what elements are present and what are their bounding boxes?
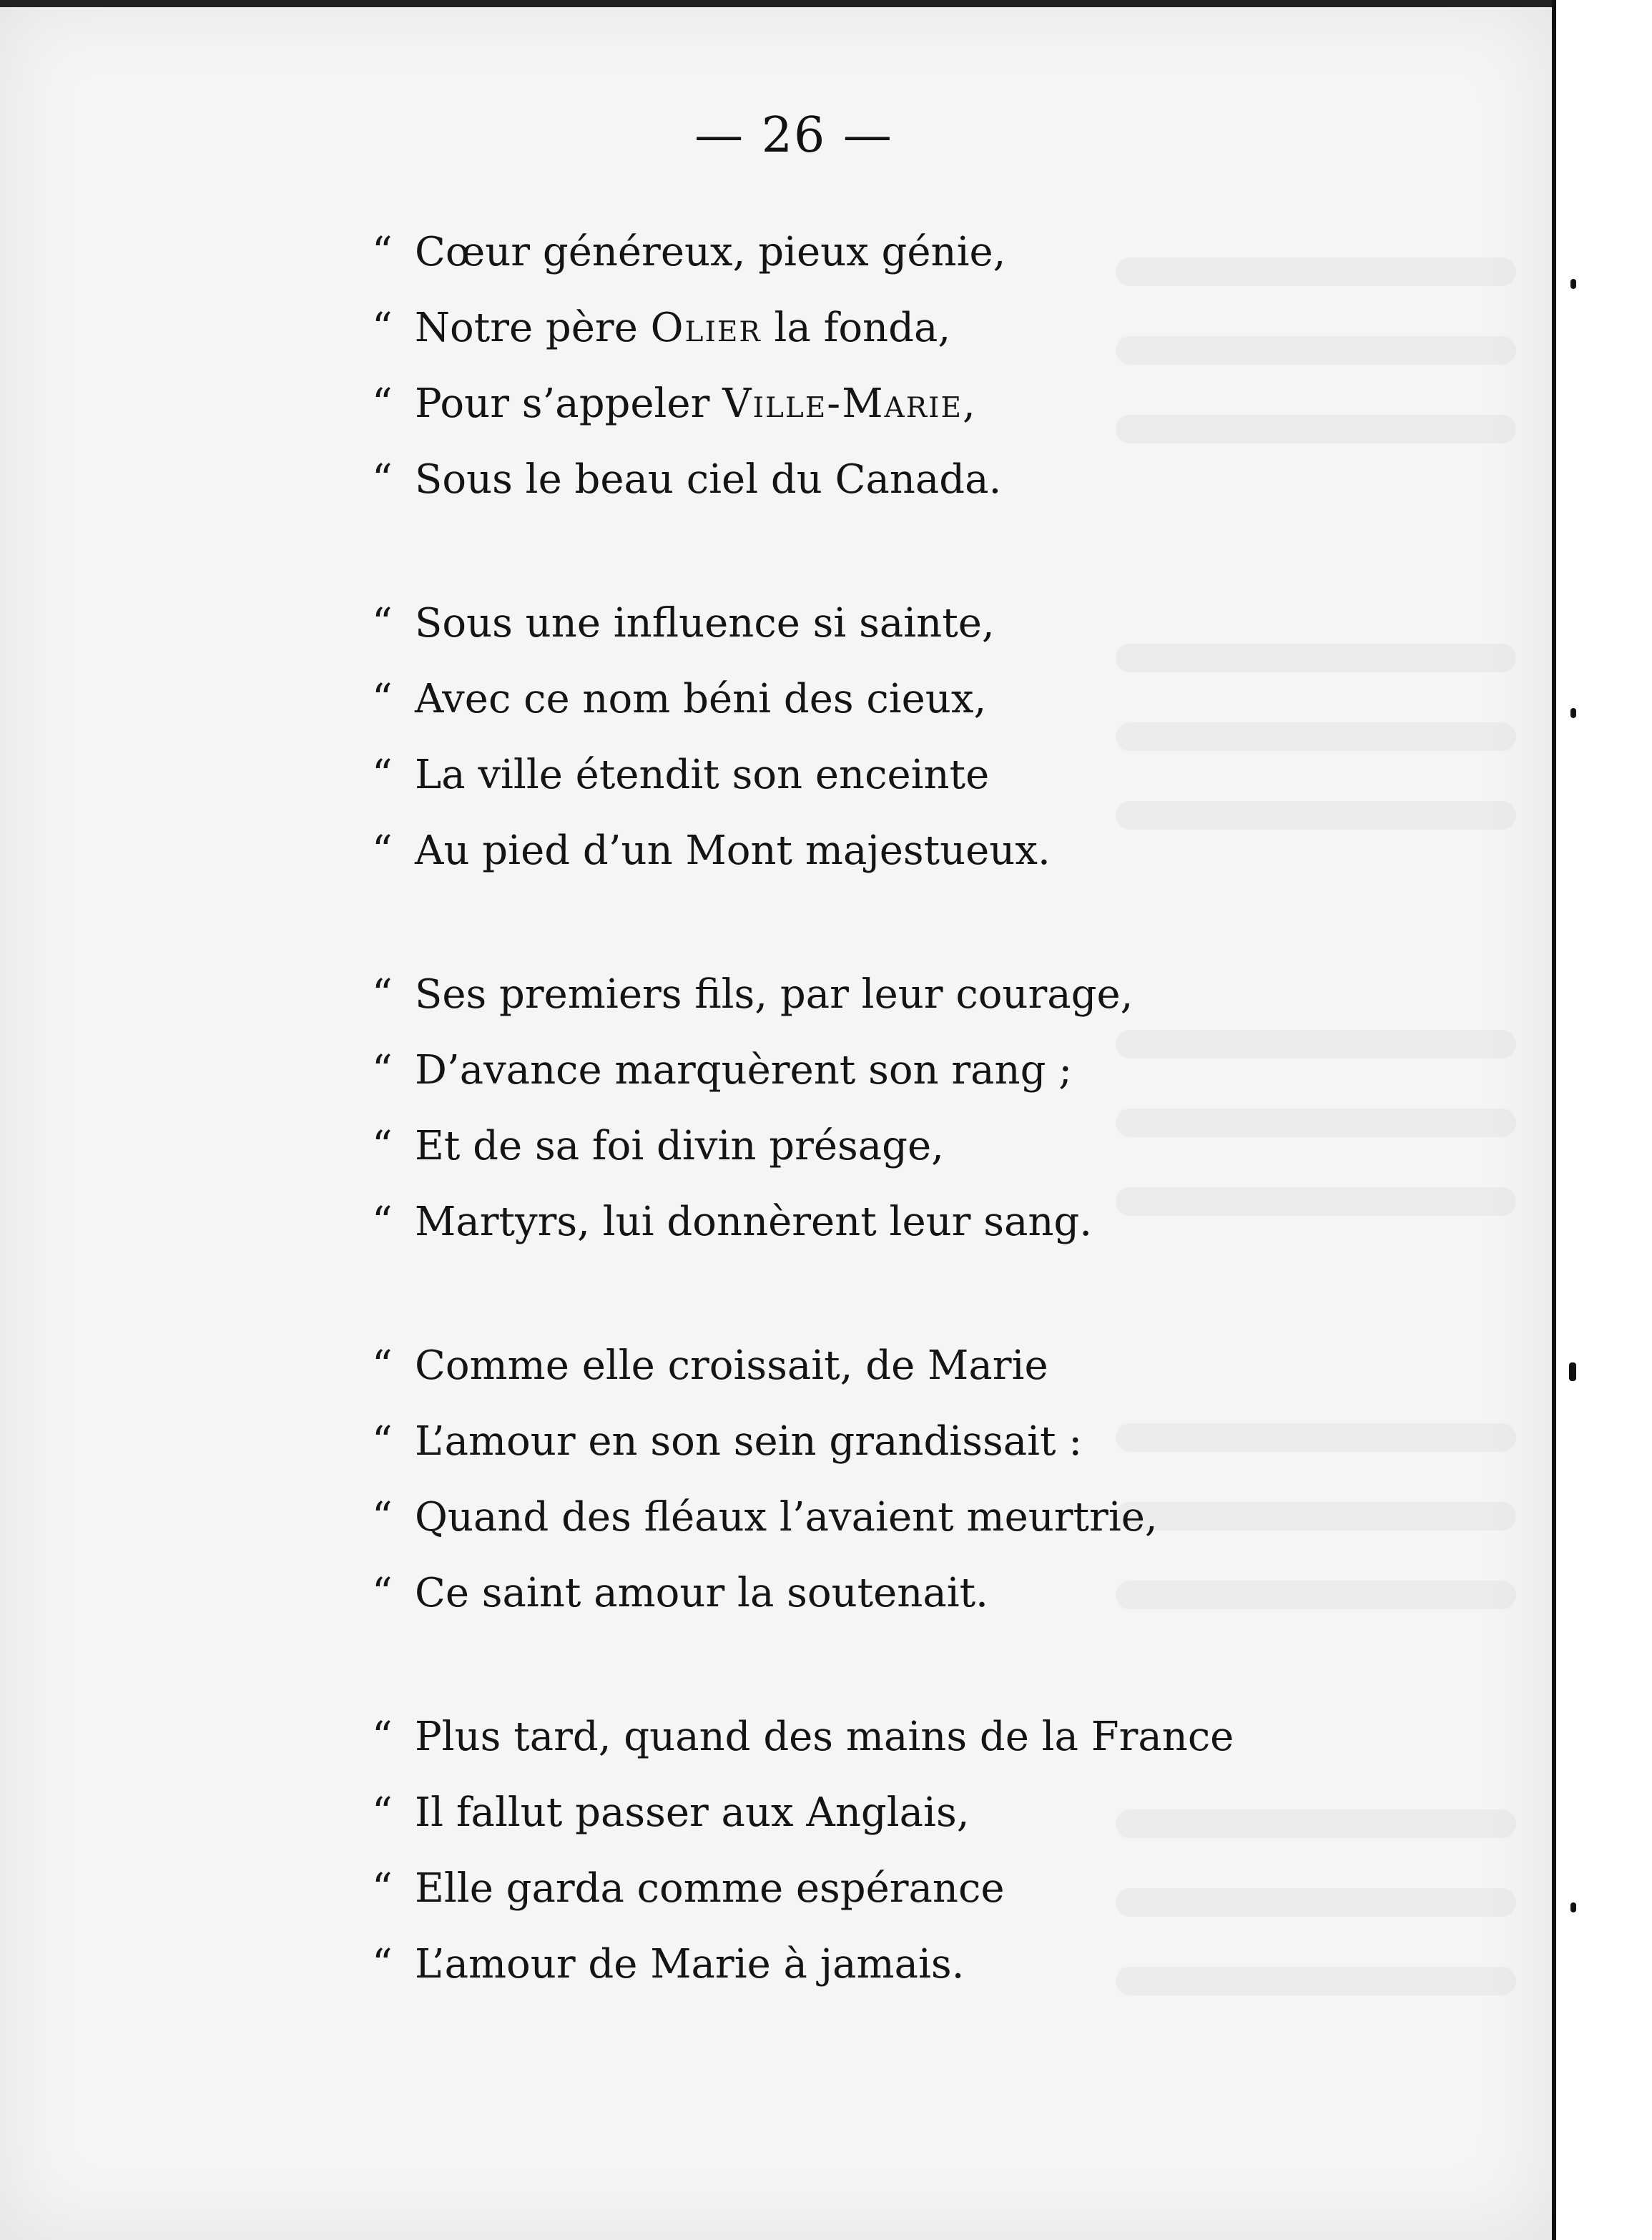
poem-line bbox=[372, 1033, 1516, 1109]
opening-quote: “ bbox=[372, 1570, 393, 1616]
margin-speck bbox=[1570, 279, 1576, 289]
opening-quote: “ bbox=[372, 380, 393, 427]
poem-line bbox=[372, 1328, 1516, 1404]
line-text: La ville étendit son enceinte bbox=[415, 752, 990, 798]
poem-line bbox=[372, 1109, 1516, 1184]
stanza bbox=[372, 1328, 1516, 1631]
poem-line bbox=[372, 813, 1516, 889]
line-text: Il fallut passer aux Anglais, bbox=[415, 1789, 970, 1836]
poem bbox=[372, 215, 1516, 2070]
right-margin bbox=[1552, 0, 1652, 2240]
line-text: Sous le beau ciel du Canada. bbox=[415, 456, 1002, 503]
poem-line bbox=[372, 1184, 1516, 1260]
line-text: L’amour en son sein grandissait : bbox=[415, 1418, 1083, 1465]
opening-quote: “ bbox=[372, 1123, 393, 1169]
opening-quote: “ bbox=[372, 827, 393, 874]
opening-quote: “ bbox=[372, 752, 393, 798]
line-text: Et de sa foi divin présage, bbox=[415, 1123, 944, 1169]
line-text: Ce saint amour la soutenait. bbox=[415, 1570, 988, 1616]
line-text: Martyrs, lui donnèrent leur sang. bbox=[415, 1199, 1093, 1245]
opening-quote: “ bbox=[372, 1342, 393, 1389]
poem-line bbox=[372, 737, 1516, 813]
line-text: L’amour de Marie à jamais. bbox=[415, 1941, 965, 1988]
poem-line bbox=[372, 290, 1516, 366]
line-text: Ses premiers fils, par leur courage, bbox=[415, 971, 1134, 1018]
line-text: Cœur généreux, pieux génie, bbox=[415, 229, 1006, 275]
stanza bbox=[372, 1699, 1516, 2003]
line-text: Comme elle croissait, de Marie bbox=[415, 1342, 1048, 1389]
poem-line bbox=[372, 1480, 1516, 1556]
poem-line bbox=[372, 215, 1516, 290]
proper-name: Olier bbox=[650, 305, 762, 351]
poem-line bbox=[372, 366, 1516, 442]
proper-name: Ville-Marie bbox=[722, 380, 963, 427]
opening-quote: “ bbox=[372, 1418, 393, 1465]
line-text: la fonda, bbox=[761, 305, 951, 351]
line-text: Plus tard, quand des mains de la France bbox=[415, 1714, 1234, 1760]
poem-line bbox=[372, 1699, 1516, 1775]
poem-line bbox=[372, 662, 1516, 737]
line-text: Elle garda comme espérance bbox=[415, 1865, 1005, 1912]
opening-quote: “ bbox=[372, 600, 393, 647]
poem-line bbox=[372, 1851, 1516, 1927]
line-text: Avec ce nom béni des cieux, bbox=[415, 676, 987, 722]
poem-line bbox=[372, 1927, 1516, 2003]
poem-line bbox=[372, 1404, 1516, 1480]
opening-quote: “ bbox=[372, 1789, 393, 1836]
line-text: Au pied d’un Mont majestueux. bbox=[415, 827, 1051, 874]
page-top-edge bbox=[0, 0, 1552, 7]
page-number: — 26 — bbox=[694, 107, 893, 164]
line-text: Quand des fléaux l’avaient meurtrie, bbox=[415, 1494, 1158, 1541]
line-text: Sous une influence si sainte, bbox=[415, 600, 995, 647]
poem-line bbox=[372, 1556, 1516, 1631]
stanza bbox=[372, 586, 1516, 889]
opening-quote: “ bbox=[372, 1494, 393, 1541]
opening-quote: “ bbox=[372, 971, 393, 1018]
line-text: , bbox=[962, 380, 975, 427]
opening-quote: “ bbox=[372, 1199, 393, 1245]
stanza bbox=[372, 215, 1516, 518]
opening-quote: “ bbox=[372, 676, 393, 722]
line-text: Pour s’appeler bbox=[415, 380, 723, 427]
opening-quote: “ bbox=[372, 1047, 393, 1094]
opening-quote: “ bbox=[372, 1714, 393, 1760]
poem-line bbox=[372, 586, 1516, 662]
margin-speck bbox=[1570, 708, 1576, 718]
margin-speck bbox=[1570, 1902, 1576, 1912]
poem-line bbox=[372, 957, 1516, 1033]
opening-quote: “ bbox=[372, 305, 393, 351]
margin-speck bbox=[1569, 1362, 1576, 1381]
line-text: Notre père bbox=[415, 305, 651, 351]
line-text: D’avance marquèrent son rang ; bbox=[415, 1047, 1073, 1094]
poem-line bbox=[372, 1775, 1516, 1851]
stanza bbox=[372, 957, 1516, 1260]
poem-line bbox=[372, 442, 1516, 518]
opening-quote: “ bbox=[372, 229, 393, 275]
opening-quote: “ bbox=[372, 456, 393, 503]
opening-quote: “ bbox=[372, 1941, 393, 1988]
opening-quote: “ bbox=[372, 1865, 393, 1912]
